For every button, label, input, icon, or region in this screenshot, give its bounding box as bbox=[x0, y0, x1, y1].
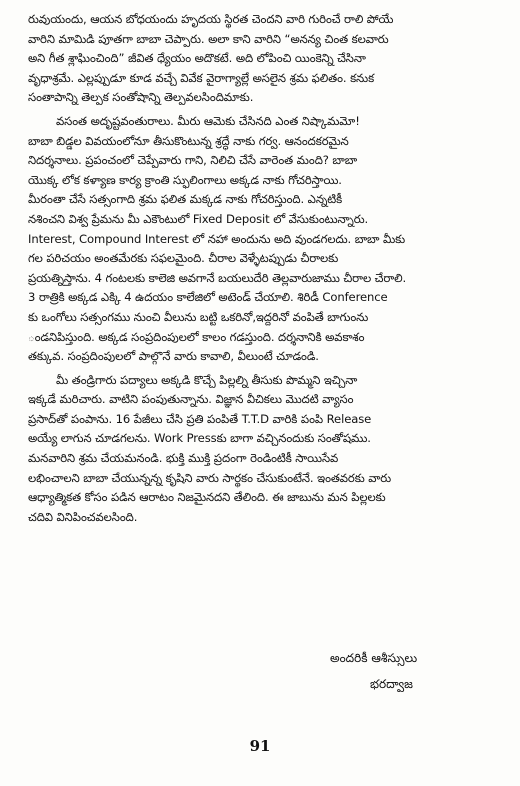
body-line: మనవారిని శ్రమ చేయమనండి. భుక్తి ముక్తి ప్రదంగా రెండింటికీ సాయిసేవ bbox=[28, 451, 339, 466]
body-line: నశించని విశ్వ ప్రేమను మీ ఎకౌంటులో Fixed Deposit లో వేసుకుంటున్నారు. bbox=[28, 211, 369, 226]
closing-regards: అందరికీ ఆశీస్సులు bbox=[330, 651, 418, 665]
page-number: 91 bbox=[249, 737, 271, 755]
body-line: వృధాశ్రమే. ఎల్లప్పుడూ కూడ వచ్చే వివేక వైరాగ్యాల్లే అసలైన శ్రమ ఫలితం. కనుక bbox=[28, 70, 375, 85]
body-line: మీరంతా చేసే సత్సంగాది శ్రమ ఫలిత మక్కడ నాకు గోచరిస్తుంది. ఎన్నటికీ bbox=[28, 192, 343, 207]
body-line: యొక్క లోక కళ్యాణ కార్య క్రాంతి స్ఫులింగాలు అక్కడ నాకు గోచరిస్తాయి. bbox=[28, 172, 342, 187]
body-line: ండనిపిస్తుంది. అక్కడ సంప్రదింపులలో కాలం గడస్తుంది. దర్శనానికి అవకాశం bbox=[28, 329, 365, 344]
body-line: Interest, Compound Interest లో నహా అందును అది వుండగలదు. బాబా మీకు bbox=[28, 231, 406, 246]
body-line: అయ్యే లాగున చూడగలను. Work Pressకు బాగా వచ్చినందుకు సంతోషము. bbox=[28, 431, 371, 446]
body-line: 3 రాత్రికి అక్కడ ఎక్కి 4 ఉదయం కాలేజిలో అటెండ్ చేయాలి. శిరిడీ Conference bbox=[28, 290, 388, 305]
body-line: వసంత అదృష్టవంతురాలు. మీరు ఆమెకు చేసినది ఎంత నిష్కామమో! bbox=[56, 113, 360, 128]
body-line: బాబా బిడ్డల వివయంలోనూ తీసుకొంటున్న శ్రద్ధే నాకు గర్వ. ఆనందకరమైన bbox=[28, 133, 349, 148]
body-line: నిదర్శనాలు. ప్రపంచంలో చెప్పేవారు గాని, నిలిచి చేసే వారెంత మంది? బాబా bbox=[28, 153, 358, 168]
body-line: ప్రయత్నిస్తాను. 4 గంటలకు కాలెజి అవగానే బయలుదేరి తెల్లవారుజాము చీరాల చేరాలి. bbox=[28, 270, 407, 285]
body-line: లభించాలని బాబా చేయున్నన్న కృషిని వారు సార్థకం చేసుకుంటేనే. ఇంతవరకు వారు bbox=[28, 470, 392, 485]
body-line: వారిని మామిడి పూతగా బాబా చెప్పారు. అలా కాని వారిని “అనన్య చింత కలవారు bbox=[28, 31, 389, 46]
body-line: మీ తండ్రిగారు పద్యాలు అక్కడి కొచ్చే పిల్లల్ని తీసుకు పొమ్మని ఇచ్చినా bbox=[56, 372, 358, 387]
signature: భరద్వాజ bbox=[370, 677, 413, 691]
body-line: సంతాపాన్ని తెల్పక సంతోషాన్ని తెల్పవలసిందిమాకు. bbox=[28, 90, 254, 105]
letter-body bbox=[28, 10, 500, 527]
body-line: ఆధ్యాత్మికత కోసం పడిన ఆరాటం నిజమైనదని తేలింది. ఈ జాబును మన పిల్లలకు bbox=[28, 490, 386, 505]
body-line: అని గీత శ్లాఘించింది” జీవిత ధ్యేయం అదొకటే. అది లోపించి యింకెన్ని చేసినా bbox=[28, 51, 366, 66]
body-line: తక్కువ. సంప్రదింపులలో పాల్గొనే వారు కావాలి, వీలుంటే చూడండి. bbox=[28, 349, 319, 364]
body-line: రువుయందు, ఆయన బోధయందు హృదయ స్థిరత చెందని వారి గురించే రాలి పోయే bbox=[28, 12, 394, 26]
body-line: ప్రసాద్‌తో పంపాను. 16 పేజీలు చేసి ప్రతి పంపితే T.T.D వారికి పంపి Release bbox=[28, 411, 372, 426]
body-line: గల పరిచయం అంతమేరకు సఫలమైంది. చీరాల వెళ్ళేటప్పుడు చీరాలకు bbox=[28, 251, 339, 266]
body-line: చదివి వినిపించవలసింది. bbox=[28, 509, 138, 524]
body-line: ఇక్కడే మరిచారు. వాటిని పంపుతున్నాను. విజ్ఞాన వీచికలు మొదటి వ్యాసం bbox=[28, 392, 354, 407]
body-line: కు ఒంగోలు సత్సంగము నుంచి వీలును బట్టి ఒకరినో,ఇద్దరినో వంపితే బాగుంను bbox=[28, 309, 369, 324]
